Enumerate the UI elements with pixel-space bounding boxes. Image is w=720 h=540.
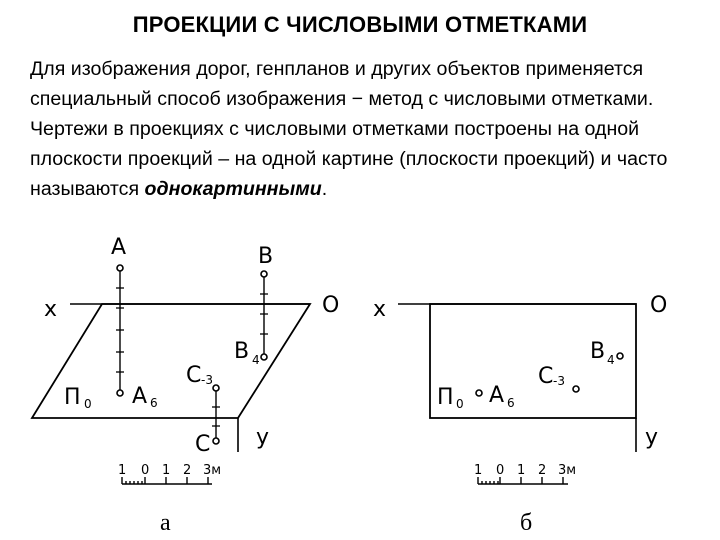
projection-b4	[261, 354, 267, 360]
page-title: ПРОЕКЦИИ С ЧИСЛОВЫМИ ОТМЕТКАМИ	[132, 12, 588, 37]
label-proj-b: B	[234, 339, 250, 364]
label-y-b: y	[645, 425, 659, 450]
label-plane-p-b: П	[437, 385, 454, 410]
label-proj-a: A	[132, 384, 148, 409]
scale-a-label-0: 1	[118, 463, 127, 478]
projection-c-3	[213, 385, 219, 391]
label-proj-a-index-b: 6	[507, 396, 515, 410]
paragraph-1: Для изображения дорог, генпланов и других объектов применяется специальный способ изображения − метод с числовыми отметками.	[30, 58, 654, 110]
paragraph-2-end: .	[321, 178, 328, 200]
caption-a: а	[160, 510, 171, 536]
label-proj-b-b: B	[590, 339, 606, 364]
label-proj-c-index: -3	[201, 373, 213, 387]
scale-b-label-1: 0	[496, 463, 505, 478]
scale-a-label-1: 0	[141, 463, 150, 478]
scale-b-label-4: 3м	[558, 463, 577, 478]
label-o-b: O	[650, 293, 668, 318]
projection-c-3-b	[573, 386, 579, 392]
label-point-a: A	[111, 235, 127, 260]
label-x: x	[44, 297, 58, 322]
paragraph-2-main: Чертежи в проекциях с числовыми отметками построены на одной плоскости проекций – на одной картине (плоскости проекций) и часто называются	[30, 118, 668, 200]
label-proj-c-index-b: -3	[553, 374, 565, 388]
projection-b4-b	[617, 353, 623, 359]
label-point-b: B	[258, 244, 274, 269]
label-proj-c-b: C	[538, 364, 554, 389]
scale-a-label-4: 3м	[203, 463, 222, 478]
label-proj-b-index: 4	[252, 353, 260, 367]
label-plane-index: 0	[84, 397, 92, 411]
label-plane-p: П	[64, 385, 81, 410]
label-proj-a-b: A	[489, 383, 505, 408]
projection-a6-b	[476, 390, 482, 396]
label-point-c: C	[195, 432, 211, 457]
point-b	[261, 271, 267, 277]
label-y: y	[256, 425, 270, 450]
scale-bar-a	[122, 477, 212, 484]
scale-b-label-0: 1	[474, 463, 483, 478]
label-proj-b-index-b: 4	[607, 353, 615, 367]
scale-a-label-3: 2	[183, 463, 192, 478]
scale-b-label-3: 2	[538, 463, 547, 478]
label-o: O	[322, 293, 340, 318]
diagram-b	[373, 293, 667, 536]
label-plane-index-b: 0	[456, 397, 464, 411]
point-c	[213, 438, 219, 444]
scale-a-label-2: 1	[162, 463, 171, 478]
projection-a6	[117, 390, 123, 396]
scale-b-label-2: 1	[517, 463, 526, 478]
label-x-b: x	[373, 297, 387, 322]
diagram-a	[32, 235, 339, 536]
scale-bar-b	[478, 477, 568, 484]
point-a	[117, 265, 123, 271]
paragraph-2-emphasis: однокартинными	[144, 178, 322, 200]
label-proj-a-index: 6	[150, 396, 158, 410]
label-proj-c: C	[186, 363, 202, 388]
caption-b: б	[520, 510, 533, 536]
